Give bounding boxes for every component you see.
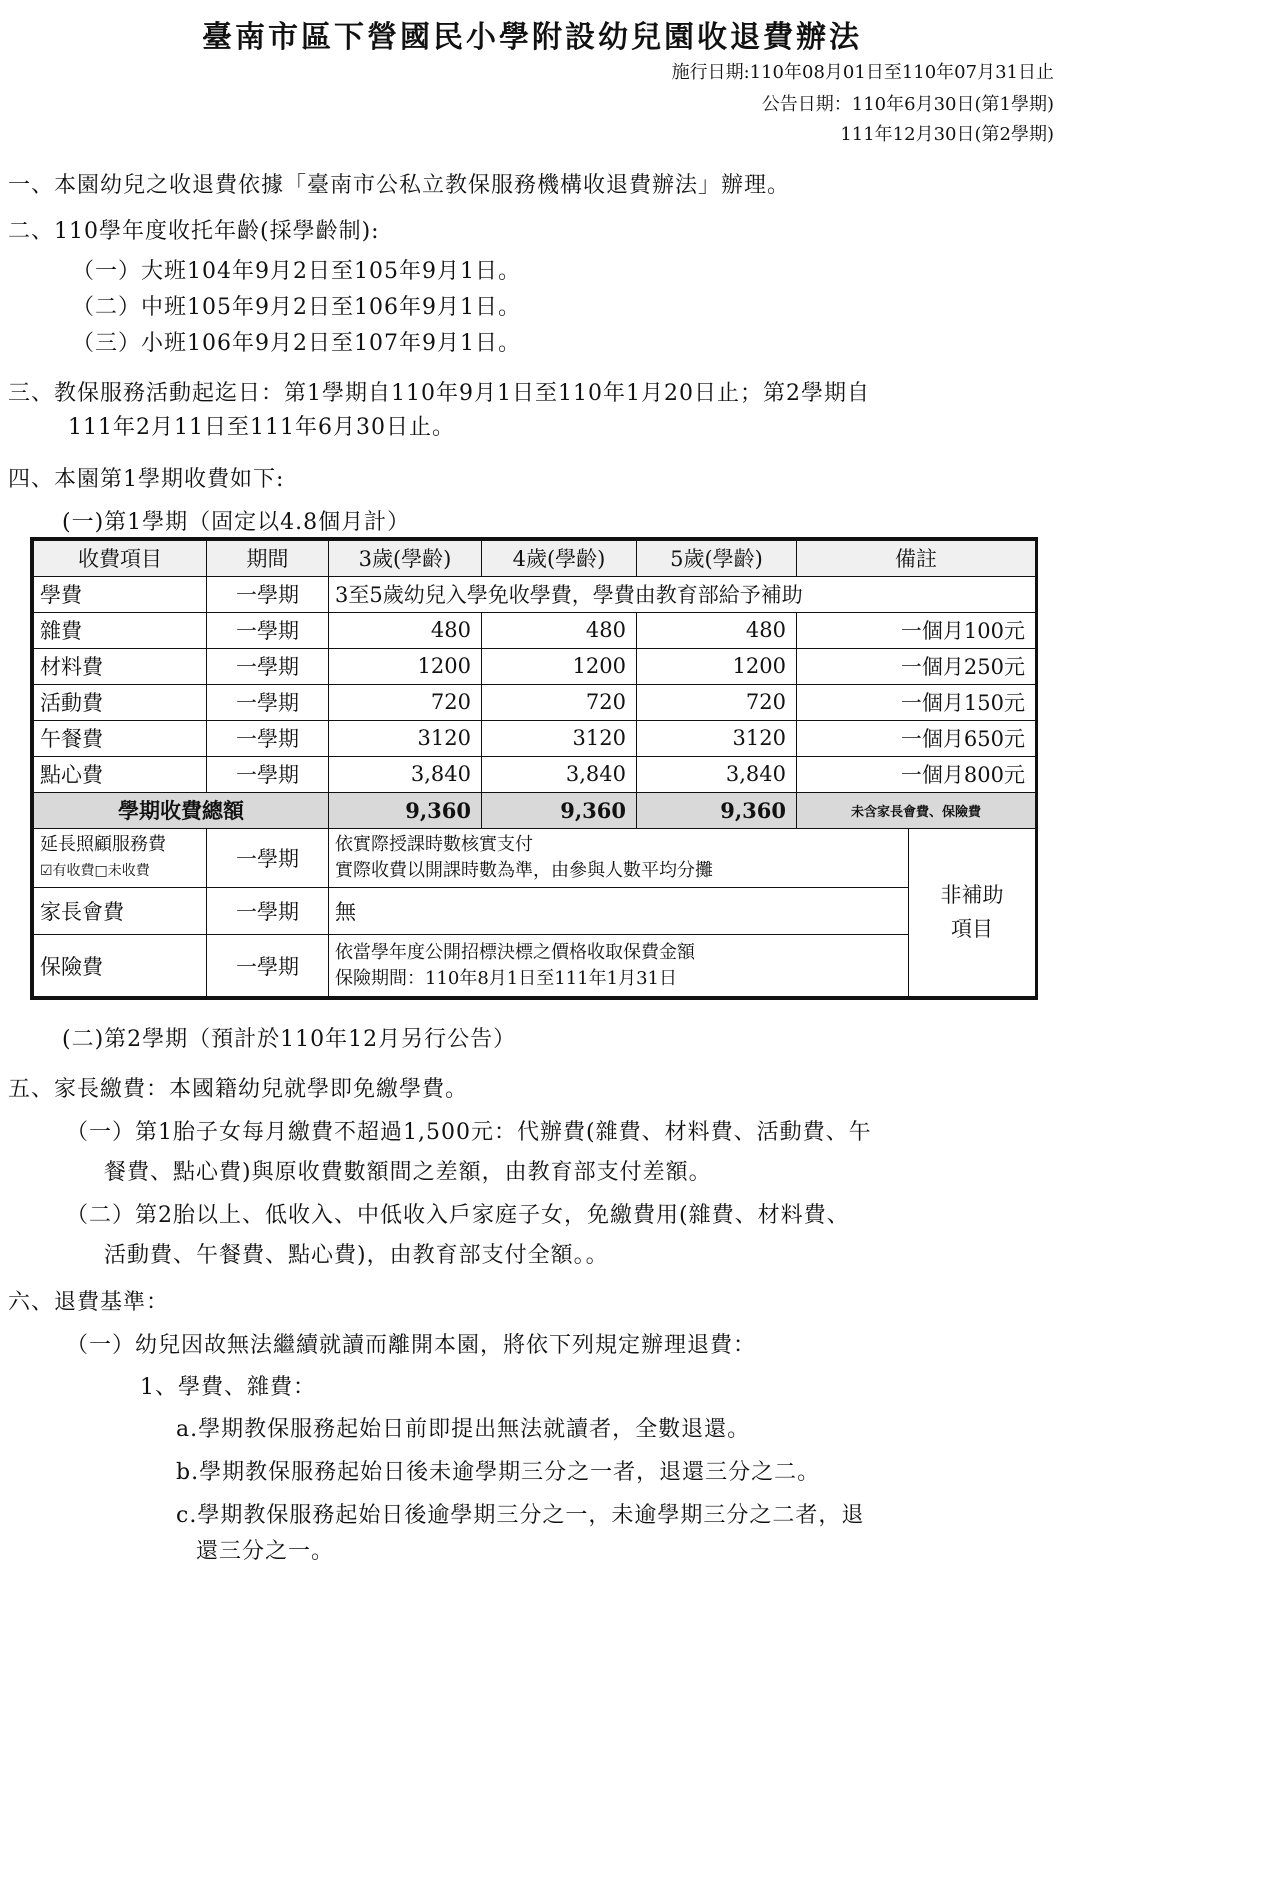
section-2: 二、110學年度收托年齡(採學齡制):: [8, 219, 380, 244]
refund-rule-a: a.學期教保服務起始日前即提出無法就讀者，全數退還。: [176, 1417, 751, 1442]
header-item: 收費項目: [34, 541, 207, 577]
row-period: 一學期: [207, 828, 329, 888]
section-3-line-2: 111年2月11日至111年6月30日止。: [68, 415, 455, 440]
row-note: 一個月100元: [797, 612, 1036, 648]
section-3-line-1: 三、教保服務活動起迄日：第1學期自110年9月1日至110年1月20日止；第2學期自: [8, 381, 870, 406]
announce-date-1: 公告日期：110年6月30日(第1學期): [761, 94, 1054, 115]
row-period: 一學期: [207, 612, 329, 648]
section-6: 六、退費基準：: [8, 1290, 170, 1315]
non-subsidy-line-1: 非補助: [940, 883, 1004, 908]
total-value-5: 9,360: [637, 792, 797, 828]
row-value-3: 1200: [329, 648, 482, 684]
row-period: 一學期: [207, 684, 329, 720]
total-row: [34, 792, 1036, 828]
extended-care-item: [34, 828, 207, 888]
row-period: 一學期: [207, 888, 329, 935]
table-row: [34, 684, 1036, 720]
row-item: 學費: [34, 576, 207, 612]
row-value-4: 1200: [482, 648, 637, 684]
row-value-5: 1200: [637, 648, 797, 684]
section-5-item-1-line-2: 餐費、點心費)與原收費數額間之差額，由教育部支付差額。: [104, 1160, 712, 1185]
extended-care-label: 延長照顧服務費: [40, 833, 166, 855]
table-row: [34, 756, 1036, 792]
row-note: 一個月250元: [797, 648, 1036, 684]
row-value-4: 480: [482, 612, 637, 648]
refund-rule-c-line-1: c.學期教保服務起始日後逾學期三分之一，未逾學期三分之二者，退: [176, 1503, 865, 1528]
section-6-item-1: （一）幼兒因故無法繼續就讀而離開本園，將依下列規定辦理退費：: [66, 1333, 757, 1358]
announce-date-2: 111年12月30日(第2學期): [840, 124, 1054, 145]
header-age-3: 3歲(學齡): [329, 541, 482, 577]
row-value-3: 3,840: [329, 756, 482, 792]
non-subsidy-cell: [909, 828, 1036, 997]
row-value-3: 480: [329, 612, 482, 648]
section-4: 四、本園第1學期收費如下:: [8, 467, 285, 492]
section-4-sub-2: (二)第2學期（預計於110年12月另行公告）: [62, 1027, 517, 1052]
extended-care-desc: [329, 828, 909, 888]
section-4-sub-1: (一)第1學期（固定以4.8個月計）: [62, 510, 411, 535]
section-2-item-2: （二）中班105年9月2日至106年9月1日。: [72, 295, 521, 320]
parents-fee-desc: 無: [329, 888, 909, 935]
header-age-5: 5歲(學齡): [637, 541, 797, 577]
total-label: 學期收費總額: [34, 792, 329, 828]
extended-desc-2: 實際收費以開課時數為準，由參與人數平均分攤: [335, 859, 713, 881]
fee-checkbox: ☑有收費□未收費: [40, 862, 150, 879]
insurance-desc: [329, 935, 909, 997]
row-item: 活動費: [34, 684, 207, 720]
extended-care-row: [34, 828, 1036, 888]
non-subsidy-line-2: 項目: [951, 917, 993, 942]
effective-date: 施行日期:110年08月01日至110年07月31日止: [671, 62, 1054, 83]
section-5-item-1-line-1: （一）第1胎子女每月繳費不超過1,500元：代辦費(雜費、材料費、活動費、午: [66, 1120, 872, 1145]
section-5-item-2-line-2: 活動費、午餐費、點心費)，由教育部支付全額。。: [104, 1243, 609, 1268]
row-value-3: 720: [329, 684, 482, 720]
insurance-row: [34, 935, 1036, 997]
section-1: 一、本園幼兒之收退費依據「臺南市公私立教保服務機構收退費辦法」辦理。: [8, 173, 791, 198]
table-row: [34, 648, 1036, 684]
row-value-5: 720: [637, 684, 797, 720]
insurance-desc-2: 保險期間：110年8月1日至111年1月31日: [335, 967, 677, 989]
section-2-item-3: （三）小班106年9月2日至107年9月1日。: [72, 331, 521, 356]
row-value-5: 3120: [637, 720, 797, 756]
parents-fee-row: [34, 888, 1036, 935]
row-item: 材料費: [34, 648, 207, 684]
total-note: 未含家長會費、保險費: [797, 792, 1036, 828]
row-note: 一個月150元: [797, 684, 1036, 720]
section-5: 五、家長繳費：本國籍幼兒就學即免繳學費。: [8, 1077, 469, 1102]
header-age-4: 4歲(學齡): [482, 541, 637, 577]
row-value-4: 3,840: [482, 756, 637, 792]
refund-rule-b: b.學期教保服務起始日後未逾學期三分之一者，退還三分之二。: [176, 1460, 821, 1485]
header-period: 期間: [207, 541, 329, 577]
row-period: 一學期: [207, 576, 329, 612]
table-row: [34, 576, 1036, 612]
extended-desc-1: 依實際授課時數核實支付: [335, 833, 533, 855]
total-value-4: 9,360: [482, 792, 637, 828]
header-note: 備註: [797, 541, 1036, 577]
row-value-4: 720: [482, 684, 637, 720]
table-row: [34, 612, 1036, 648]
row-period: 一學期: [207, 720, 329, 756]
row-item: 家長會費: [34, 888, 207, 935]
row-note: 一個月800元: [797, 756, 1036, 792]
document-title: 臺南市區下營國民小學附設幼兒園收退費辦法: [202, 20, 862, 55]
refund-rule-c-line-2: 還三分之一。: [196, 1539, 335, 1564]
tuition-note: 3至5歲幼兒入學免收學費，學費由教育部給予補助: [329, 576, 1036, 612]
row-value-3: 3120: [329, 720, 482, 756]
row-period: 一學期: [207, 756, 329, 792]
fee-table: [30, 537, 1038, 1000]
section-5-item-2-line-1: （二）第2胎以上、低收入、中低收入戶家庭子女，免繳費用(雜費、材料費、: [66, 1203, 850, 1228]
row-value-5: 480: [637, 612, 797, 648]
row-item: 點心費: [34, 756, 207, 792]
row-note: 一個月650元: [797, 720, 1036, 756]
row-item: 雜費: [34, 612, 207, 648]
row-item: 保險費: [34, 935, 207, 997]
row-period: 一學期: [207, 648, 329, 684]
table-row: [34, 720, 1036, 756]
row-item: 午餐費: [34, 720, 207, 756]
insurance-desc-1: 依當學年度公開招標決標之價格收取保費金額: [335, 941, 695, 963]
row-period: 一學期: [207, 935, 329, 997]
table-header-row: [34, 541, 1036, 577]
section-2-item-1: （一）大班104年9月2日至105年9月1日。: [72, 259, 521, 284]
total-value-3: 9,360: [329, 792, 482, 828]
section-6-sub-1: 1、學費、雜費：: [140, 1375, 316, 1400]
row-value-4: 3120: [482, 720, 637, 756]
row-value-5: 3,840: [637, 756, 797, 792]
